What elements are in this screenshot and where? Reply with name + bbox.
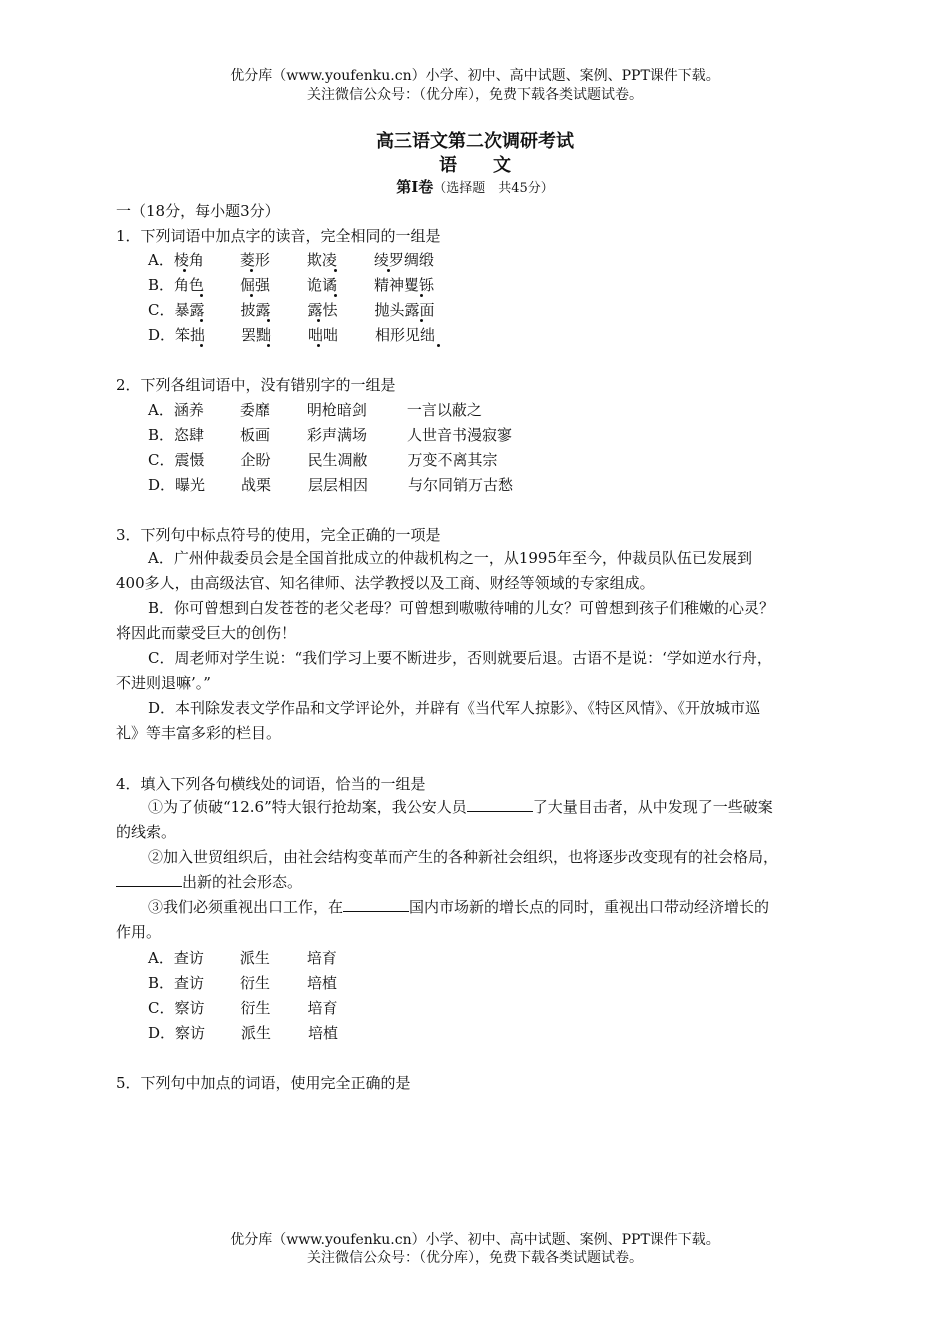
q4-option-a[interactable]: A．查访 派生 培育	[148, 949, 337, 967]
fill-blank	[343, 897, 409, 912]
q4-d-w3: 培植	[308, 1024, 339, 1042]
q1-a-w4: 绫罗绸缎	[373, 251, 434, 269]
q4-c-w1: 察访	[174, 999, 205, 1017]
q3-option-c[interactable]: C．周老师对学生说：“我们学习上要不断进步，否则就要后退。古语不是说：‘学如逆水行舟，不进则退嘛’。”	[116, 649, 772, 692]
q1-option-c[interactable]: C．暴露 披露 露怯 抛头露面	[148, 301, 435, 319]
fill-blank	[467, 797, 533, 812]
q2-option-d[interactable]: D．曝光 战栗 层层相因 与尔同销万古愁	[148, 476, 514, 494]
q4-b-w3: 培植	[307, 974, 338, 992]
emphasis-dot	[420, 319, 423, 322]
q2-stem: 2．下列各组词语中，没有错别字的一组是	[116, 376, 396, 394]
q2-c-w1: 震慑	[174, 451, 205, 469]
fill-blank	[116, 872, 182, 887]
q2-a-w2: 委靡	[239, 401, 270, 419]
emphasis-dot	[334, 294, 337, 297]
emphasis-dot	[437, 344, 440, 347]
q4-d-w1: 察访	[175, 1024, 206, 1042]
q4-b-w2: 衍生	[240, 974, 271, 992]
emphasis-dot	[267, 319, 270, 322]
emphasis-dot	[200, 294, 203, 297]
q2-b-w4: 人世音书漫寂寥	[407, 426, 513, 444]
q4-a-w3: 培育	[306, 949, 337, 967]
q2-d-w3: 层层相因	[308, 476, 369, 494]
q1-d-w4: 相形见绌	[375, 326, 436, 344]
q2-d-w1: 曝光	[175, 476, 206, 494]
q2-c-w3: 民生凋敝	[307, 451, 368, 469]
emphasis-dot	[317, 319, 320, 322]
header-line-1: 优分库（www.youfenku.cn）小学、初中、高中试题、案例、PPT课件下载。	[230, 68, 720, 84]
q2-b-w1: 恣肆	[174, 426, 205, 444]
q2-option-a[interactable]: A．涵养 委靡 明枪暗剑 一言以蔽之	[148, 401, 482, 419]
header-line-2: 关注微信公众号：（优分库），免费下载各类试题试卷。	[307, 87, 643, 103]
q1-a-w3: 欺凌	[306, 251, 337, 269]
q1-option-a[interactable]: A．棱角 菱形 欺凌 绫罗绸缎	[148, 251, 434, 269]
emphasis-dot	[267, 344, 270, 347]
exam-title: 高三语文第二次调研考试	[376, 131, 574, 152]
emphasis-dot	[200, 344, 203, 347]
q4-sentence-3: ③我们必须重视出口工作，在 国内市场新的增长点的同时，重视出口带动经济增长的作用。	[116, 898, 770, 941]
q2-option-c[interactable]: C．震慑 企盼 民生凋敝 万变不离其宗	[148, 451, 498, 469]
q1-d-w3: 咄咄	[308, 326, 339, 344]
q4-d-w2: 派生	[241, 1024, 272, 1042]
emphasis-dot	[420, 294, 423, 297]
q4-b-w1: 查访	[174, 974, 205, 992]
q1-b-w4: 精神矍铄	[374, 276, 435, 294]
q2-a-w3: 明枪暗剑	[306, 401, 367, 419]
q1-c-w4: 抛头露面	[374, 301, 435, 319]
volume-heading	[0, 176, 950, 197]
emphasis-dot	[250, 294, 253, 297]
q1-option-d[interactable]: D．笨拙 罢黜 咄咄 相形见绌	[148, 326, 436, 344]
q4-option-c[interactable]: C．察访 衍生 培育	[148, 999, 338, 1017]
q1-c-w2: 披露	[240, 301, 271, 319]
q2-option-b[interactable]: B．恣肆 板画 彩声满场 人世音书漫寂寥	[148, 426, 513, 444]
q3-option-a[interactable]: A．广州仲裁委员会是全国首批成立的仲裁机构之一，从1995年至今，仲裁员队伍已发展到400多人，由高级法官、知名律师、法学教授以及工商、财经等领域的专家组成。	[116, 549, 753, 592]
q4-stem: 4．填入下列各句横线处的词语，恰当的一组是	[116, 775, 426, 793]
exam-subject: 语 文	[439, 155, 511, 176]
q1-d-w2: 罢黜	[241, 326, 272, 344]
q1-c-w3: 露怯	[307, 301, 338, 319]
emphasis-dot	[317, 344, 320, 347]
emphasis-dot	[183, 269, 186, 272]
q4-a-w2: 派生	[239, 949, 270, 967]
q4-option-d[interactable]: D．察访 派生 培植	[148, 1024, 339, 1042]
footer-line-2: 关注微信公众号：（优分库），免费下载各类试题试卷。	[307, 1250, 643, 1266]
q2-a-w4: 一言以蔽之	[406, 401, 482, 419]
q2-d-w4: 与尔同销万古愁	[408, 476, 514, 494]
emphasis-dot	[250, 269, 253, 272]
q4-a-w1: 查访	[173, 949, 204, 967]
q1-b-w1: 角色	[174, 276, 205, 294]
q2-a-w1: 涵养	[173, 401, 204, 419]
emphasis-dot	[387, 269, 390, 272]
q1-b-w3: 诡谲	[307, 276, 338, 294]
q2-c-w4: 万变不离其宗	[407, 451, 498, 469]
q1-stem: 1．下列词语中加点字的读音，完全相同的一组是	[116, 227, 441, 245]
section-heading: 一（18分，每小题3分）	[116, 202, 280, 220]
q1-c-w1: 暴露	[174, 301, 205, 319]
q2-b-w3: 彩声满场	[307, 426, 368, 444]
q1-a-w2: 菱形	[239, 251, 270, 269]
q1-d-w1: 笨拙	[175, 326, 206, 344]
q2-c-w2: 企盼	[240, 451, 271, 469]
footer-line-1: 优分库（www.youfenku.cn）小学、初中、高中试题、案例、PPT课件下载。	[230, 1232, 720, 1248]
emphasis-dot	[334, 269, 337, 272]
q4-c-w2: 衍生	[240, 999, 271, 1017]
q4-sentence-2: ②加入世贸组织后，由社会结构变革而产生的各种新社会组织，也将逐步改变现有的社会格局，出新的社会形态。	[116, 845, 779, 895]
q4-option-b[interactable]: B．查访 衍生 培植	[148, 974, 338, 992]
volume-label: 第Ⅰ卷	[396, 178, 434, 196]
q3-option-b[interactable]: B．你可曾想到白发苍苍的老父老母？可曾想到嗷嗷待哺的儿女？可曾想到孩子们稚嫩的心灵？将因此而蒙受巨大的创伤！	[116, 599, 775, 642]
q5-stem: 5．下列句中加点的词语，使用完全正确的是	[116, 1074, 411, 1092]
q4-sentence-1: ①为了侦破“12.6”特大银行抢劫案，我公安人员 了大量目击者，从中发现了一些破案的线索。	[116, 798, 773, 841]
q1-b-w2: 倔强	[240, 276, 271, 294]
q3-option-d[interactable]: D．本刊除发表文学作品和文学评论外，并辟有《当代军人掠影》、《特区风情》、《开放城市巡礼》等丰富多彩的栏目。	[116, 699, 761, 742]
volume-note: （选择题 共45分）	[433, 181, 554, 196]
q1-option-b[interactable]: B．角色 倔强 诡谲 精神矍铄	[148, 276, 435, 294]
q4-c-w3: 培育	[307, 999, 338, 1017]
q3-stem: 3．下列句中标点符号的使用，完全正确的一项是	[116, 526, 441, 544]
q2-b-w2: 板画	[240, 426, 271, 444]
emphasis-dot	[200, 319, 203, 322]
q1-a-w1: 棱角	[173, 251, 204, 269]
q2-d-w2: 战栗	[241, 476, 272, 494]
